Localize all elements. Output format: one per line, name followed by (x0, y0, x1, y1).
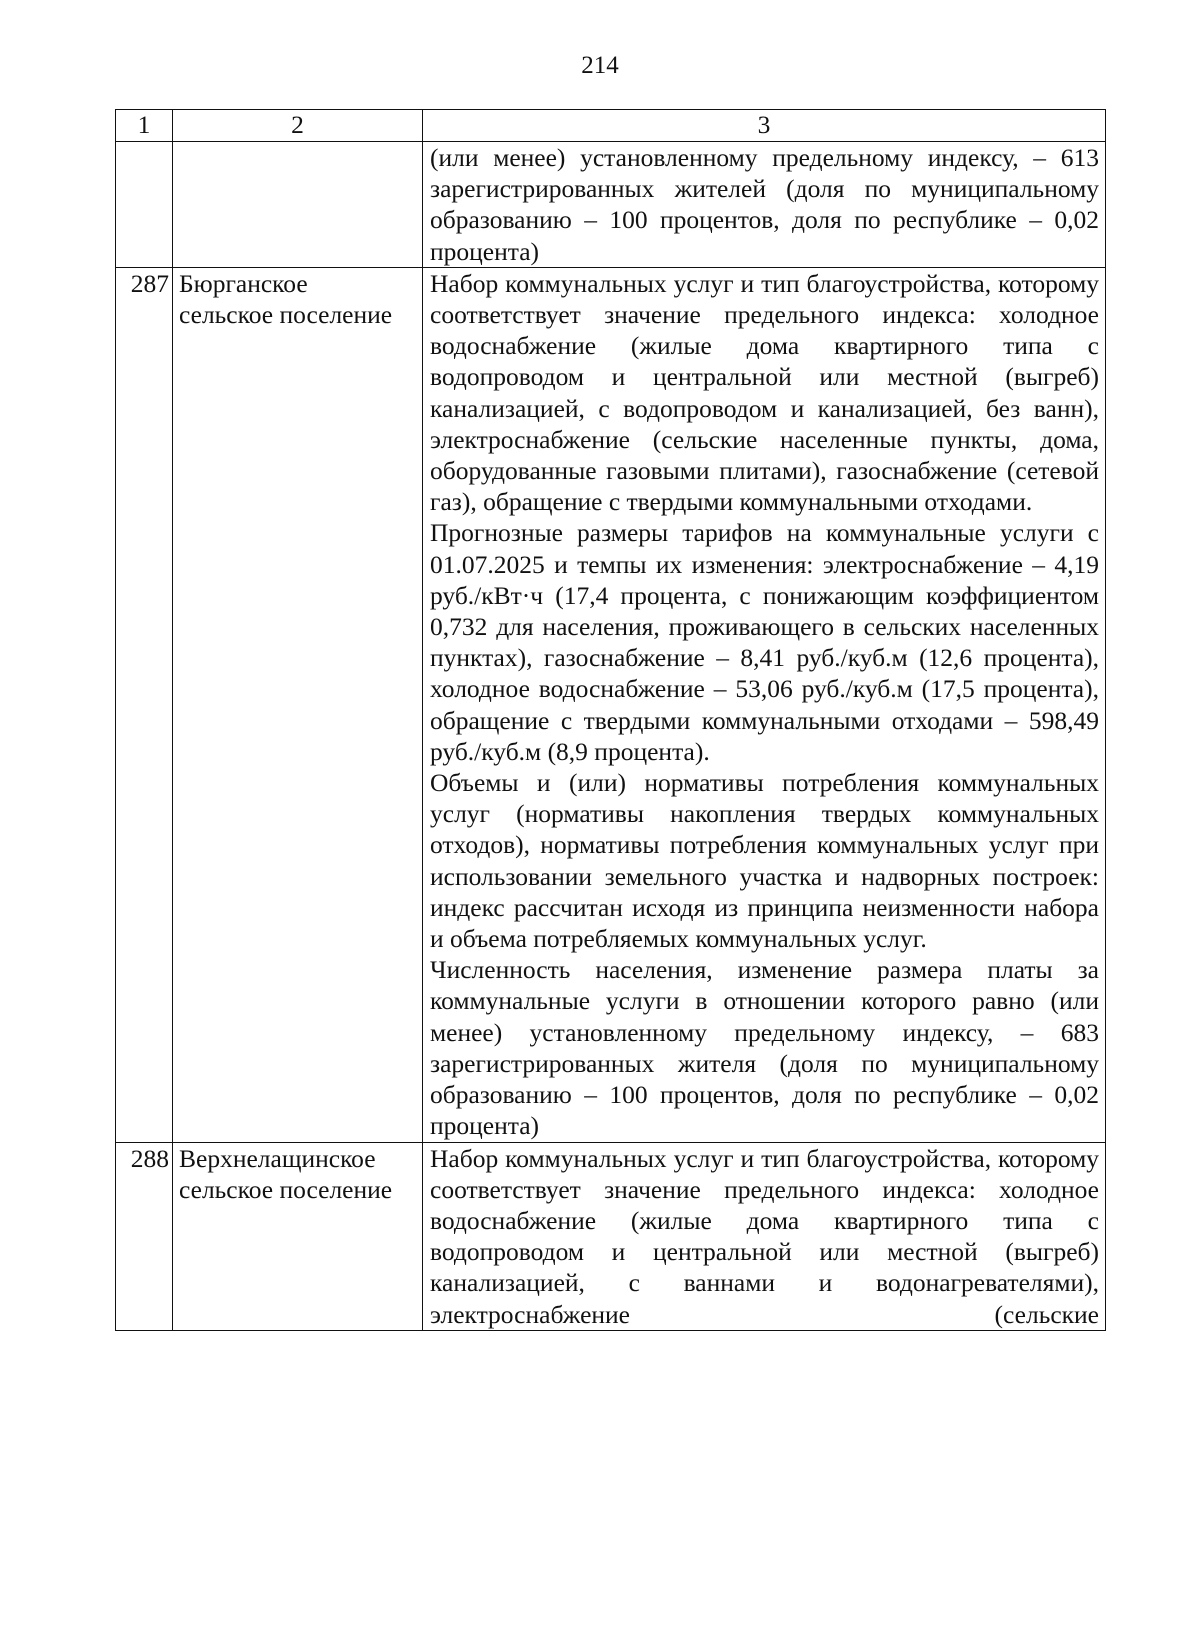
description-paragraph: (или менее) установленному предельному индексу, – 613 зарегистрированных жителей (доля по муниципальному образованию – 100 процентов, доля по республике – 0,02 процента) (430, 143, 1099, 266)
settlement-name-line: сельское поселение (179, 1174, 393, 1204)
settlement-name (173, 267, 423, 1142)
description-paragraph: Набор коммунальных услуг и тип благоустройства, которому соответствует значение предельного индекса: холодное водоснабжение (жилые дома квартирного типа с водопроводом и центральной или местной (выгреб) канализацией, с ваннами и водонагревателями), электроснабжение (сельские (430, 1143, 1099, 1329)
description-paragraph: Численность населения, изменение размера платы за коммунальные услуги в отношении которого равно (или менее) установленному предельному индексу, – 683 зарегистрированных жителя (доля по муниципальному образованию – 100 процентов, доля по республике – 0,02 процента) (430, 955, 1099, 1141)
description-paragraph: Набор коммунальных услуг и тип благоустройства, которому соответствует значение предельного индекса: холодное водоснабжение (жилые дома квартирного типа с водопроводом и центральной или местной (выгреб) канализацией, с водопроводом и канализацией, без ванн), электроснабжение (сельские населенные пункты, дома, оборудованные газовыми плитами), газоснабжение (сетевой газ), обращение с твердыми коммунальными отходами. (430, 268, 1099, 517)
header-col-2: 2 (173, 110, 423, 142)
row-number: 288 (116, 1142, 173, 1330)
page-number: 214 (581, 52, 619, 79)
main-table (115, 109, 1106, 1331)
row-description (423, 142, 1106, 268)
settlement-name-line: сельское поселение (179, 300, 393, 330)
table-row (116, 1142, 1106, 1330)
table-header-row (116, 110, 1106, 142)
settlement-name-line: Верхнелащинское (179, 1143, 376, 1173)
header-col-1: 1 (116, 110, 173, 142)
description-paragraph: Прогнозные размеры тарифов на коммунальные услуги с 01.07.2025 и темпы их изменения: электроснабжение – 4,19 руб./кВт·ч (17,4 процента, с понижающим коэффициентом 0,732 для населения, проживающего в сельских населенных пунктах), газоснабжение – 8,41 руб./куб.м (12,6 процента), холодное водоснабжение – 53,06 руб./куб.м (17,5 процента), обращение с твердыми коммунальными отходами – 598,49 руб./куб.м (8,9 процента). (430, 518, 1099, 766)
row-description (423, 267, 1106, 1142)
row-number (116, 142, 173, 268)
table-row (116, 267, 1106, 1142)
table-row (116, 142, 1106, 268)
settlement-name (173, 142, 423, 268)
settlement-name (173, 1142, 423, 1330)
row-description (423, 1142, 1106, 1330)
settlement-name-line: Бюрганское (179, 268, 308, 298)
header-col-3: 3 (423, 110, 1106, 142)
row-number: 287 (116, 267, 173, 1142)
description-paragraph: Объемы и (или) нормативы потребления коммунальных услуг (нормативы накопления твердых коммунальных отходов), нормативы потребления коммунальных услуг при использовании земельного участка и надворных построек: индекс рассчитан исходя из принципа неизменности набора и объема потребляемых коммунальных услуг. (430, 768, 1099, 954)
